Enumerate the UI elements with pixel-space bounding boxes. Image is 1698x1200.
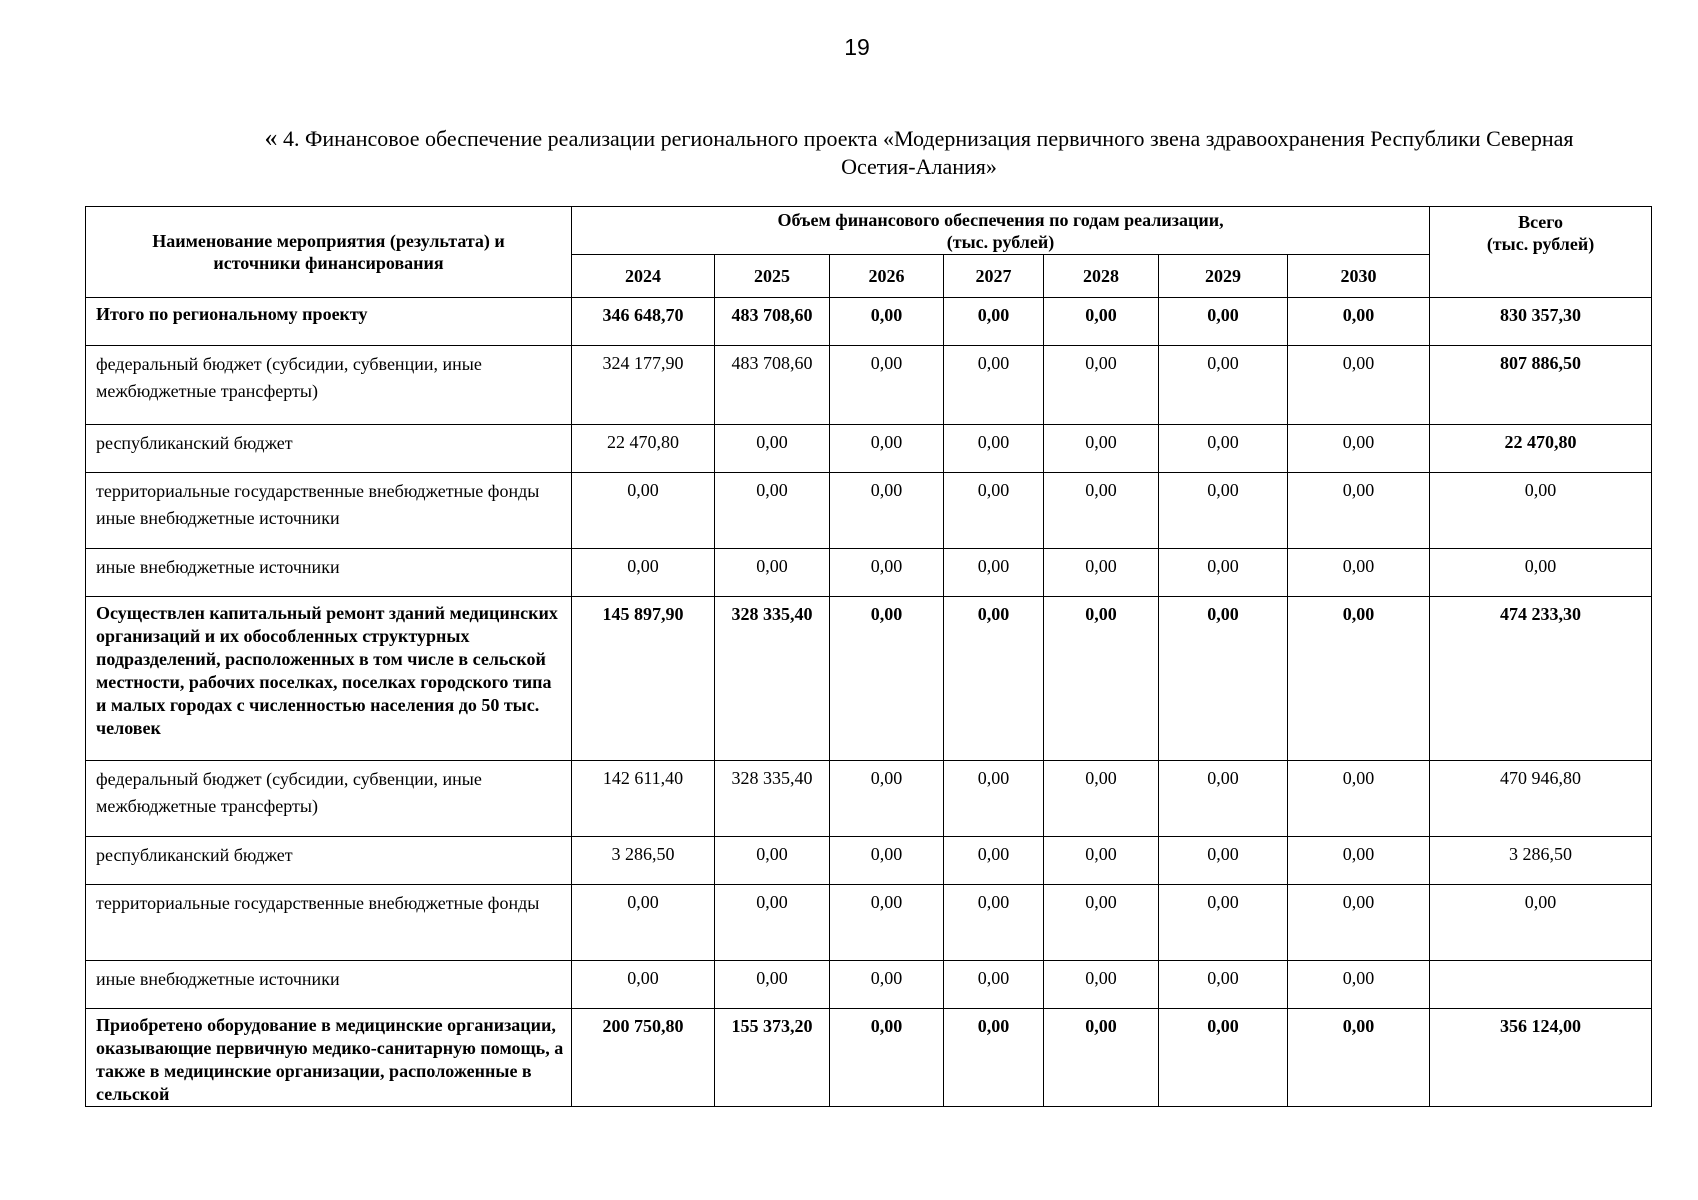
value-cell: 0,00	[944, 473, 1044, 549]
value-cell: 0,00	[1288, 425, 1430, 473]
value-cell: 0,00	[1288, 761, 1430, 837]
table-row	[86, 885, 1652, 961]
value-cell: 0,00	[1044, 961, 1159, 1009]
financing-table	[85, 206, 1652, 1107]
total-cell: 807 886,50	[1430, 346, 1652, 425]
value-cell: 0,00	[572, 885, 715, 961]
value-cell: 22 470,80	[572, 425, 715, 473]
total-cell: 0,00	[1430, 885, 1652, 961]
table-row	[86, 1009, 1652, 1107]
table-row	[86, 346, 1652, 425]
value-cell: 328 335,40	[715, 761, 830, 837]
value-cell: 0,00	[1159, 1009, 1288, 1107]
header-total	[1430, 207, 1652, 298]
value-cell: 200 750,80	[572, 1009, 715, 1107]
total-cell: 3 286,50	[1430, 837, 1652, 885]
header-year: 2028	[1044, 255, 1159, 298]
table-row	[86, 597, 1652, 761]
page-number: 19	[844, 34, 870, 60]
row-name-cell: Осуществлен капитальный ремонт зданий медицинских организаций и их обособленных структурных подразделений, расположенных в том числе в сельской местности, рабочих поселках, поселках городского типа и малых городах с численностью населения до 50 тыс. человек	[86, 597, 572, 761]
value-cell: 0,00	[944, 1009, 1044, 1107]
header-year: 2029	[1159, 255, 1288, 298]
header-total-line-2: (тыс. рублей)	[1486, 234, 1595, 254]
value-cell: 0,00	[572, 961, 715, 1009]
value-cell: 0,00	[830, 761, 944, 837]
table-row	[86, 761, 1652, 837]
value-cell: 0,00	[1159, 837, 1288, 885]
total-cell: 0,00	[1430, 549, 1652, 597]
value-cell: 0,00	[1288, 298, 1430, 346]
row-name-cell: иные внебюджетные источники	[86, 961, 572, 1009]
header-year: 2027	[944, 255, 1044, 298]
header-volume	[572, 207, 1430, 255]
table-row	[86, 961, 1652, 1009]
row-name-cell: федеральный бюджет (субсидии, субвенции, иные межбюджетные трансферты)	[86, 346, 572, 425]
header-year: 2030	[1288, 255, 1430, 298]
value-cell: 0,00	[944, 346, 1044, 425]
value-cell: 0,00	[715, 885, 830, 961]
value-cell: 3 286,50	[572, 837, 715, 885]
total-cell	[1430, 961, 1652, 1009]
total-cell: 22 470,80	[1430, 425, 1652, 473]
value-cell: 0,00	[715, 425, 830, 473]
value-cell: 0,00	[1044, 837, 1159, 885]
value-cell: 0,00	[1044, 1009, 1159, 1107]
value-cell: 0,00	[830, 473, 944, 549]
value-cell: 0,00	[830, 837, 944, 885]
value-cell: 483 708,60	[715, 346, 830, 425]
value-cell: 0,00	[944, 298, 1044, 346]
value-cell: 0,00	[1159, 298, 1288, 346]
row-name-cell: Итого по региональному проекту	[86, 298, 572, 346]
row-name-cell: Приобретено оборудование в медицинские организации, оказывающие первичную медико-санитарную помощь, а также в медицинские организации, расположенные в сельской	[86, 1009, 572, 1107]
value-cell: 0,00	[830, 425, 944, 473]
table-body	[86, 298, 1652, 1107]
value-cell: 0,00	[944, 961, 1044, 1009]
header-name-column: Наименование мероприятия (результата) и источники финансирования	[86, 207, 572, 298]
value-cell: 328 335,40	[715, 597, 830, 761]
value-cell: 0,00	[1288, 1009, 1430, 1107]
value-cell: 0,00	[1288, 885, 1430, 961]
value-cell: 0,00	[944, 761, 1044, 837]
value-cell: 0,00	[715, 473, 830, 549]
header-volume-line-2: (тыс. рублей)	[946, 231, 1055, 252]
value-cell: 0,00	[572, 549, 715, 597]
value-cell: 0,00	[572, 473, 715, 549]
value-cell: 0,00	[1044, 549, 1159, 597]
header-year: 2026	[830, 255, 944, 298]
total-cell: 356 124,00	[1430, 1009, 1652, 1107]
total-cell: 470 946,80	[1430, 761, 1652, 837]
value-cell: 142 611,40	[572, 761, 715, 837]
header-total-line-1: Всего	[1518, 212, 1563, 232]
value-cell: 0,00	[944, 885, 1044, 961]
value-cell: 0,00	[830, 597, 944, 761]
value-cell: 0,00	[1159, 425, 1288, 473]
header-volume-line-1: Объем финансового обеспечения по годам реализации,	[777, 209, 1224, 230]
row-name-cell: республиканский бюджет	[86, 837, 572, 885]
total-cell: 830 357,30	[1430, 298, 1652, 346]
value-cell: 0,00	[944, 837, 1044, 885]
value-cell: 483 708,60	[715, 298, 830, 346]
value-cell: 0,00	[1159, 473, 1288, 549]
value-cell: 0,00	[830, 1009, 944, 1107]
table-row	[86, 298, 1652, 346]
value-cell: 0,00	[1044, 298, 1159, 346]
value-cell: 0,00	[1159, 885, 1288, 961]
value-cell: 0,00	[944, 597, 1044, 761]
header-year: 2024	[572, 255, 715, 298]
value-cell: 346 648,70	[572, 298, 715, 346]
table-row	[86, 473, 1652, 549]
row-name-cell: федеральный бюджет (субсидии, субвенции, иные межбюджетные трансферты)	[86, 761, 572, 837]
total-cell: 0,00	[1430, 473, 1652, 549]
row-name-cell: территориальные государственные внебюджетные фонды	[86, 885, 572, 961]
value-cell: 0,00	[1044, 346, 1159, 425]
open-quote: «	[264, 123, 278, 152]
value-cell: 0,00	[715, 549, 830, 597]
value-cell: 0,00	[1159, 761, 1288, 837]
row-name-cell: иные внебюджетные источники	[86, 549, 572, 597]
value-cell: 145 897,90	[572, 597, 715, 761]
value-cell: 0,00	[1044, 885, 1159, 961]
row-name-cell: территориальные государственные внебюджетные фонды иные внебюджетные источники	[86, 473, 572, 549]
value-cell: 0,00	[830, 549, 944, 597]
value-cell: 0,00	[1288, 597, 1430, 761]
value-cell: 0,00	[1288, 961, 1430, 1009]
heading-line-2: Осетия-Алания»	[841, 154, 997, 179]
value-cell: 0,00	[715, 961, 830, 1009]
header-year: 2025	[715, 255, 830, 298]
value-cell: 0,00	[1288, 837, 1430, 885]
value-cell: 0,00	[1044, 761, 1159, 837]
value-cell: 0,00	[1159, 346, 1288, 425]
row-name-cell: республиканский бюджет	[86, 425, 572, 473]
value-cell: 0,00	[830, 346, 944, 425]
value-cell: 0,00	[1159, 961, 1288, 1009]
table-row	[86, 837, 1652, 885]
value-cell: 0,00	[715, 837, 830, 885]
value-cell: 0,00	[1044, 597, 1159, 761]
table-row	[86, 425, 1652, 473]
value-cell: 0,00	[944, 425, 1044, 473]
value-cell: 0,00	[830, 885, 944, 961]
heading-text-1: 4. Финансовое обеспечение реализации регионального проекта «Модернизация первичного звена здравоохранения Республики Северная	[277, 126, 1574, 151]
value-cell: 0,00	[830, 298, 944, 346]
total-cell: 474 233,30	[1430, 597, 1652, 761]
value-cell: 0,00	[1288, 473, 1430, 549]
value-cell: 155 373,20	[715, 1009, 830, 1107]
heading-line-1	[189, 124, 1649, 153]
value-cell: 0,00	[830, 961, 944, 1009]
value-cell: 0,00	[1159, 597, 1288, 761]
value-cell: 0,00	[1044, 425, 1159, 473]
table-row	[86, 549, 1652, 597]
value-cell: 324 177,90	[572, 346, 715, 425]
value-cell: 0,00	[1288, 549, 1430, 597]
value-cell: 0,00	[1159, 549, 1288, 597]
value-cell: 0,00	[944, 549, 1044, 597]
value-cell: 0,00	[1288, 346, 1430, 425]
section-heading	[189, 124, 1649, 181]
value-cell: 0,00	[1044, 473, 1159, 549]
